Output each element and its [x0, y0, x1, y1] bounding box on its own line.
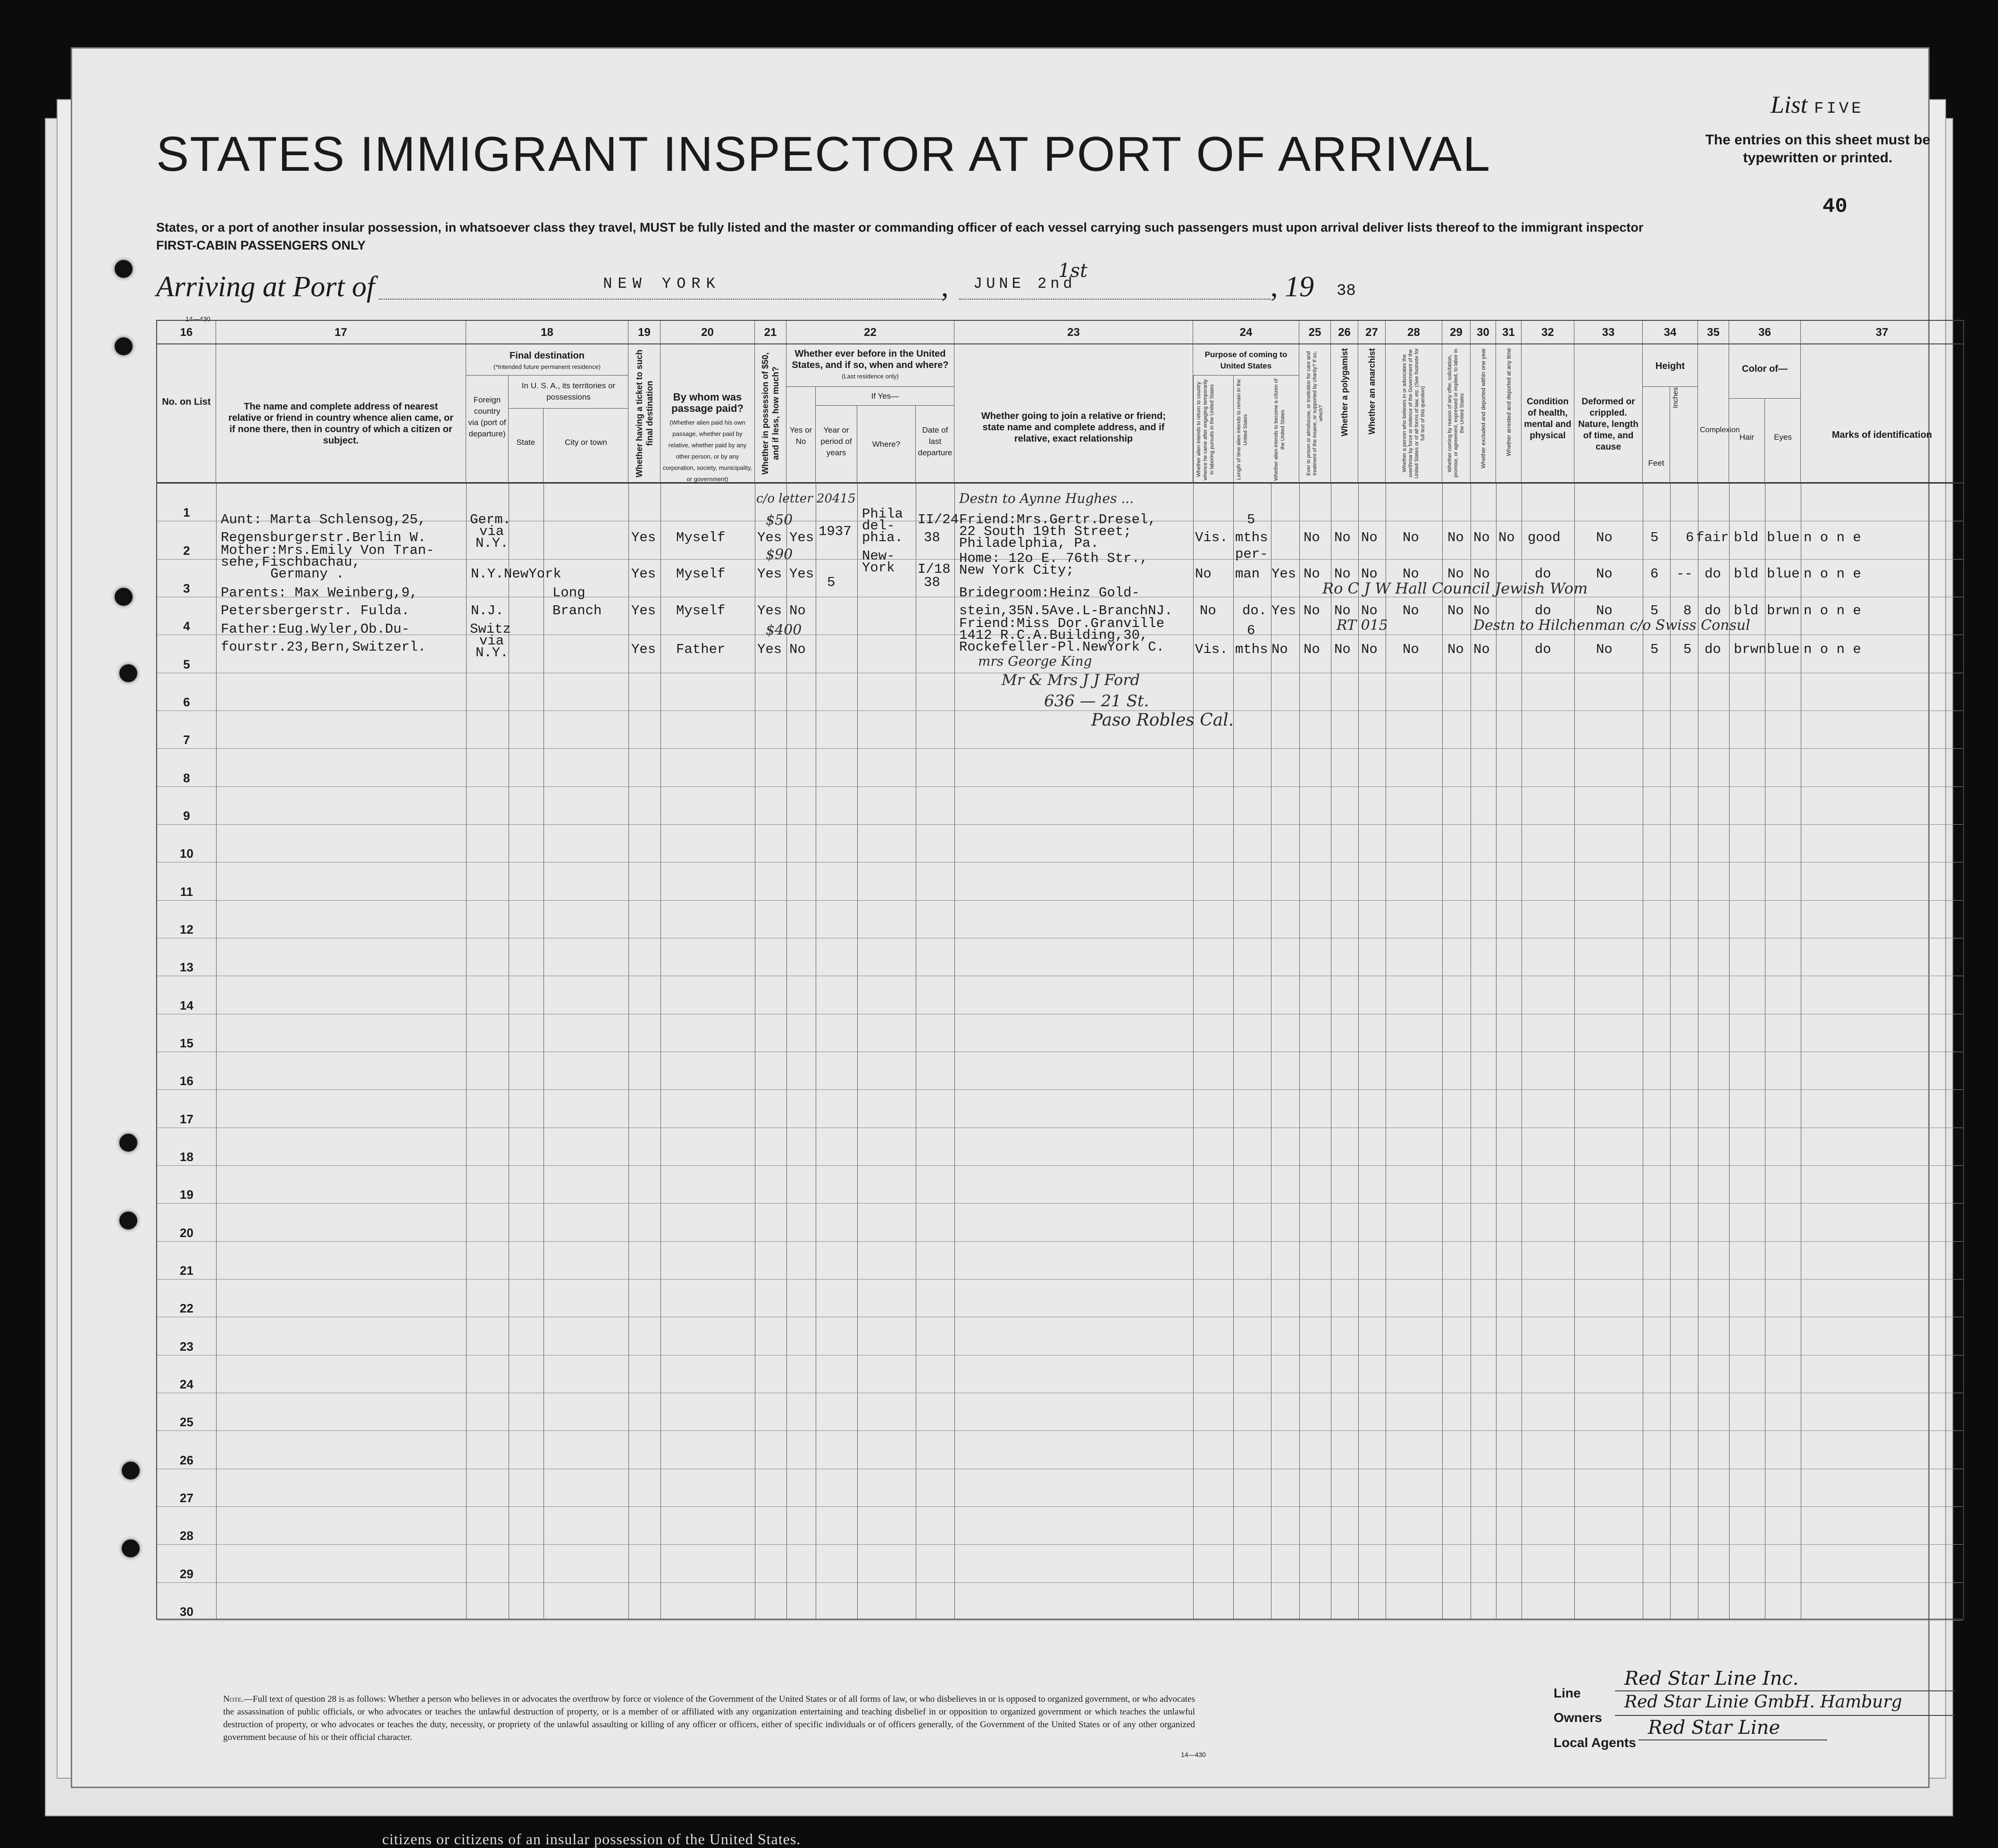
row-number: 22: [180, 1301, 193, 1316]
entry-2-where2: York: [862, 560, 895, 576]
entry-2-q31: No: [1473, 566, 1490, 582]
year-suffix: 38: [1337, 282, 1356, 300]
entry-4-money-hand: $400: [766, 622, 802, 638]
header-color: Color of— Hair Eyes: [1729, 344, 1801, 484]
entry-2-where: New-: [862, 548, 895, 564]
punch-hole: [113, 259, 134, 279]
entry-3-joining-2: stein,35N.5Ave.L-BranchNJ.: [959, 603, 1173, 619]
row-line: [157, 1430, 1963, 1431]
page-title: STATES IMMIGRANT INSPECTOR AT PORT OF ARRIVAL: [156, 127, 1491, 182]
row-number: 23: [180, 1339, 193, 1354]
entry-4-hair: brwn: [1734, 642, 1767, 657]
entry-3-q29: No: [1403, 603, 1419, 619]
sheet-number: 40: [1822, 195, 1848, 218]
entry-4-length-unit: mths: [1235, 642, 1268, 657]
date-field: JUNE 2nd: [959, 270, 1271, 300]
entry-1-prison: No: [1304, 530, 1320, 545]
colnum-37: 37: [1801, 321, 1963, 344]
entry-2-joining-2: New York City;: [959, 562, 1074, 578]
header-ticket: Whether having a ticket to such final destination: [628, 344, 660, 484]
entry-2-state: N.Y.: [471, 566, 504, 582]
entry-3-anarchist: No: [1334, 603, 1351, 619]
entry-2-eyes: blue: [1767, 566, 1800, 582]
entry-4-q29: No: [1403, 642, 1419, 657]
colnum-36: 36: [1729, 321, 1801, 344]
entry-4-prison: No: [1271, 642, 1288, 657]
row-number: 25: [180, 1415, 193, 1430]
entry-2-q29: No: [1403, 566, 1419, 582]
entry-2-complexion: do: [1705, 566, 1721, 582]
entry-2-length: per-: [1235, 546, 1268, 562]
header-before-in-us: Whether ever before in the United States, and if so, when and where? (Last residence only) Yes or No If Yes— Year or period of years Where? Date of last departure: [786, 344, 954, 484]
entry-4-purpose: Vis.: [1195, 642, 1228, 657]
header-money: Whether in possession of $50, and if less, how much?: [755, 344, 786, 484]
row-number: 24: [180, 1377, 193, 1391]
header-relative: The name and complete address of nearest relative or friend in country whence alien came, or if none there, then in country of which a citizen or subject.: [216, 344, 466, 484]
entry-4-joining-1: Friend:Miss Dor.Granville: [959, 616, 1165, 631]
row-line: [157, 748, 1963, 749]
row-number: 15: [180, 1036, 193, 1050]
typewritten-notice: The entries on this sheet must be typewritten or printed.: [1705, 132, 1931, 166]
entry-2-departure-year: 38: [924, 575, 940, 590]
entry-2-marks: n o n e: [1804, 566, 1861, 582]
header-q28: Whether a person who believes in or advocates the overthrow by force or violence of the Government of the United States or of all forms of law, etc. (See footnote for full text of this question): [1386, 344, 1442, 484]
entry-3-polygamist: No: [1304, 603, 1320, 619]
entry-1-paid-by: Myself: [676, 530, 726, 545]
entry-1-deformed: No: [1596, 530, 1613, 545]
row-number: 28: [180, 1529, 193, 1543]
footer-form-number: 14—430: [1181, 1751, 1206, 1758]
entry-2-departure: I/18: [918, 561, 951, 577]
entry-4-q28: No: [1361, 642, 1378, 657]
entry-1-anarchist: No: [1361, 530, 1378, 545]
entry-4-joining-3: Rockefeller-Pl.NewYork C.: [959, 639, 1165, 655]
entry-2-deformed: No: [1596, 566, 1613, 582]
entry-1-q30: No: [1473, 530, 1490, 545]
entry-3-length: do.: [1242, 603, 1267, 619]
entry-1-departure-year: 38: [924, 530, 940, 545]
entry-1-money-hand: $50: [766, 512, 793, 528]
punch-hole: [118, 1210, 139, 1231]
date-handwritten: 1st: [1058, 260, 1088, 282]
line-label: Line: [1554, 1686, 1581, 1700]
row-number: 5: [183, 657, 190, 671]
row-number: 10: [180, 846, 193, 861]
entry-2-feet: 6: [1650, 566, 1659, 582]
row-number: 18: [180, 1150, 193, 1164]
entry-3-ticket: Yes: [631, 603, 656, 619]
header-marks: Marks of identification: [1801, 344, 1963, 484]
page-subtitle: States, or a port of another insular possession, in whatsoever class they travel, MUST be fully listed and the master or commanding officer of each vessel carrying such passengers must upon arrival deliver lists thereof to the immigrant inspector FIRST-CABIN PASSENGERS ONLY: [156, 220, 1644, 252]
entry-2-relative-line1: Mother:Mrs.Emily Von Tran-: [221, 543, 435, 558]
entry-1-relative-line1: Aunt: Marta Schlensog,25,: [221, 512, 426, 527]
entry-1-before: Yes: [789, 530, 814, 545]
row-line: [157, 1544, 1963, 1545]
punch-hole: [113, 586, 134, 607]
local-agents-label: Local Agents: [1554, 1735, 1636, 1750]
entry-3-eyes: brwn: [1767, 603, 1800, 619]
annotation-r1-money: c/o letter 20415: [756, 492, 856, 506]
entry-4-inches: 5: [1683, 642, 1692, 657]
header-q30: Whether excluded and deported within one year: [1471, 344, 1496, 484]
entry-1-joining-1: Friend:Mrs.Gertr.Dresel,: [959, 512, 1156, 527]
annotation-r3-join: Ro C J W Hall Council Jewish Wom: [1322, 579, 1588, 597]
header-polygamist: Whether a polygamist: [1331, 344, 1358, 484]
line-value: Red Star Line Inc.: [1615, 1668, 1955, 1691]
arriving-label: Arriving at Port of: [156, 271, 375, 303]
colnum-34: 34: [1643, 321, 1698, 344]
row-number: 4: [183, 619, 190, 634]
entry-3-before: No: [789, 603, 806, 619]
entry-1-inches: 6: [1686, 530, 1694, 545]
header-joining: Whether going to join a relative or friend; state name and complete address, and if relative, exact relationship: [954, 344, 1193, 484]
entry-4-polygamist: No: [1304, 642, 1320, 657]
entry-1-joining-3: Philadelphia, Pa.: [959, 535, 1099, 551]
entry-3-state: N.J.: [471, 603, 504, 619]
header-health: Condition of health, mental and physical: [1521, 344, 1574, 484]
colnum-22: 22: [786, 321, 954, 344]
header-height: Height Feet Inches: [1643, 344, 1698, 484]
entry-2-ticket: Yes: [631, 566, 656, 582]
owners-value: Red Star Linie GmbH. Hamburg: [1615, 1692, 1955, 1716]
row-line: [157, 1165, 1963, 1166]
entry-4-length: 6: [1247, 623, 1255, 638]
entry-1-q28: No: [1403, 530, 1419, 545]
header-complexion: Complexion: [1698, 344, 1729, 484]
header-final-destination: Final destination (*Intended future permanent residence) Foreign country via (port of departure) In U. S. A., its territories or possessions State City or town: [466, 344, 628, 484]
entry-3-relative-line1: Parents: Max Weinberg,9,: [221, 585, 418, 601]
owners-label: Owners: [1554, 1710, 1602, 1725]
row-line: [157, 1203, 1963, 1204]
entry-3-deformed: No: [1596, 603, 1613, 619]
colnum-25: 25: [1299, 321, 1331, 344]
entry-3-q28: No: [1361, 603, 1378, 619]
colnum-17: 17: [216, 321, 466, 344]
entry-4-before: No: [789, 642, 806, 657]
entry-1-length-unit: mths: [1235, 530, 1268, 545]
entry-1-joining-2: 22 South 19th Street;: [959, 524, 1132, 539]
colnum-35: 35: [1698, 321, 1729, 344]
header-anarchist: Whether an anarchist: [1358, 344, 1386, 484]
row-number: 26: [180, 1453, 193, 1467]
entry-4-relative-line2: fourstr.23,Bern,Switzerl.: [221, 639, 426, 655]
entry-4-health: do: [1535, 642, 1551, 657]
entry-2-polygamist: No: [1304, 566, 1320, 582]
entry-3-feet: 5: [1650, 603, 1659, 619]
annotation-r4-join-c: 636 — 21 St.: [1044, 692, 1149, 711]
entry-3-purpose: No: [1200, 603, 1216, 619]
entry-2-paid-by: Myself: [676, 566, 726, 582]
entry-4-paid-by: Father: [676, 642, 726, 657]
punch-hole: [118, 663, 139, 684]
row-number: 8: [183, 770, 190, 785]
row-number: 11: [180, 884, 193, 899]
entry-1-purpose: Vis.: [1195, 530, 1228, 545]
row-number: 20: [180, 1225, 193, 1240]
entry-2-money: Yes: [757, 566, 782, 582]
entry-1-q31: No: [1498, 530, 1515, 545]
entry-3-city: Long: [552, 585, 585, 601]
colnum-24: 24: [1193, 321, 1299, 344]
entry-2-purpose: No: [1195, 566, 1212, 582]
entry-4-q31: No: [1473, 642, 1490, 657]
entry-4-foreign-port: N.Y.: [476, 645, 509, 661]
entry-4-complexion: do: [1705, 642, 1721, 657]
entry-3-q30: No: [1447, 603, 1464, 619]
entry-2-prison: Yes: [1271, 566, 1296, 582]
entry-4-foreign-via: via: [479, 633, 504, 649]
entry-1-length: 5: [1247, 512, 1255, 527]
colnum-29: 29: [1442, 321, 1471, 344]
row-number: 6: [183, 695, 190, 709]
entry-3-joining-1: Bridegroom:Heinz Gold-: [959, 585, 1140, 601]
entry-1-polygamist: No: [1334, 530, 1351, 545]
annotation-r4-prison: RT 015: [1337, 617, 1388, 634]
manifest-sheet: List FIVE The entries on this sheet must be typewritten or printed. 40 STATES IMMIGRANT INSPECTOR AT PORT OF ARRIVAL States, or a port of another insular possession, in whatsoever class they travel, MUST be fully listed and the master or commanding officer of each vessel carrying such passengers must upon arrival deliver lists thereof to the immigrant inspector FIRST-CABIN PASSENGERS ONLY Arriving at Port of NEW YORK , JUNE 2nd 1st , 19 38 14—430 16 17 18 19 20 21 22 23 24 25 26 27 28 29 30 31 32 33 34 35 36 37 No. on List The name and complete address of nearest relative or friend in country whence alien came, or if none there, then in country of which a citizen or subject. Final destination (*Intended future permanent residence) Foreign country via (port of departure) In U. S. A., its territories or possessions State City or town Whether having a ticket to such final destination By whom was passage paid? (Whether alien paid his own passage, whether paid by relative, whether paid by any other person, or by any corporation, society, municipality, or government) Whether in possession of $50, and if less, how much? Whether ever before in the United States, and if so, when and where? (Last residence only) Yes or No If Yes— Year or period of years Where? Date of last departure Whether going to join a relative or friend; state name and complete address, and if relative, exact relationship Purpose of coming to United States Whether alien intends to return to country whence he came after engaging temporarily in laboring pursuits in the United States Length of time alien intends to remain in the United States Whether alien intends to become a citizen of the United States Ever in prison or almshouse, or institution for care and treatment of the insane, or supported by charity? If so, which? Whether a polygamist Whether an anarchist Whether a person who believes in or advocates the overthrow by force or violence of the Government of the United States or of all forms of law, etc. (See footnote for full text of this question) Whether coming by reason of any offer, solicitation, promise, or agreement, expressed or implied, to labor in the United States Whether excluded and deported within one year Whether arrested and deported at any time Condition of health, mental and physical Deformed or crippled. Nature, length of time, and cause Height Feet Inches Complexion Color of— Hair Eyes Marks of identification 1 2 3 4 5 6 7 8 9 10 11 12 13 14 15 16 17 18 19 20 21 22 23 24 25 26 27 28 29 30 Aunt: Marta Schlensog,25, Regensburgerstr.Berlin W. Germ. via N.Y. Yes Myself $50 Yes Yes 1937 Phila del- phia. II/24 38 Friend:Mrs.Gertr.Dresel, 22 South 19th Street; Philadelphia, Pa. Vis. 5 mths No No No No No No No good No 5 6 fair bld blue n o n e Mother:Mrs.Emily Von Tran- sehe,Fischbachau, Germany . N.Y. NewYork Yes Myself $90 Yes Yes 5 New- York I/18 38 Home: 12o E. 76th Str., New York City; No per- man Yes No No No No No No do No 6 -- do bld blue n o n e Parents: Max Weinberg,9, Petersbergerstr. Fulda. Long N.J. Branch Yes Myself Yes No Bridegroom:Heinz Gold- stein,35N.5Ave.L-BranchNJ. No do. Yes No No No No No No do No 5 8 do bld brwn n o n e Father:Eug.Wyler,Ob.Du- fourstr.23,Bern,Switzerl. Switz via N.Y. Yes Father $400 Yes No Friend:Miss Dor.Granville 1412 R.C.A.Building,30, Rockefeller-Pl.NewYork C. Vis. 6 mths No No No No No No No do No 5 5 do brwn blue n o n e c/o letter 20415 Destn to Aynne Hughes ... Ro C J W Hall Council Jewish Wom RT 015 Destn to Hilchenman c/o Swiss Consul mrs George King Mr & Mrs J J Ford 636 — 21 St. Paso Robles Cal. Note.—Full text of question 28 is as follows: Whether a person who believes in or advocates the overthrow by force or violence of the Government of the United States or of all forms of law, or who disbelieves in or is opposed to organized government, or who advocates the assassination of public officials, or who advocates or teaches the unlawful destruction of property, or is a member of or affiliated with any organization entertaining and teaching disbelief in or opposition to organized government or which teaches the unlawful destruction of property, or who advocates or teaches the duty, necessity, or propriety of the unlawful assaulting or killing of any officer or officers, either of specific individuals or of officers generally, of the Government of the United States or of any other organized government because of his or their official character. 14—430 Line Red Star Line Inc. Owners Red Star Linie GmbH. Hamburg Local Agents Red Star Line: [71, 47, 1930, 1788]
row-line: [157, 1089, 1963, 1090]
entry-3-health: do: [1535, 603, 1551, 619]
row-number: 12: [180, 922, 193, 937]
entry-4-foreign: Switz: [470, 621, 511, 637]
underlying-sheet-text: citizens or citizens of an insular possession of the United States.: [382, 1831, 801, 1848]
entry-3-city-2: Branch: [552, 603, 602, 619]
colnum-20: 20: [660, 321, 755, 344]
entry-2-health: do: [1535, 566, 1551, 582]
entry-1-feet: 5: [1650, 530, 1659, 545]
entry-2-q30: No: [1447, 566, 1464, 582]
annotation-r4-join-a: mrs George King: [978, 653, 1092, 669]
row-number: 27: [180, 1491, 193, 1505]
annotation-r4-remark: Destn to Hilchenman c/o Swiss Consul: [1473, 617, 1750, 634]
row-number: 1: [183, 505, 190, 520]
annotation-r4-join-d: Paso Robles Cal.: [1091, 711, 1234, 730]
entry-1-money: Yes: [757, 530, 782, 545]
colnum-28: 28: [1386, 321, 1442, 344]
row-line: [157, 1506, 1963, 1507]
header-passage-paid: By whom was passage paid? (Whether alien paid his own passage, whether paid by relative, whether paid by any other person, or by any corporation, society, municipality, or government): [660, 344, 755, 484]
port-field: NEW YORK: [379, 270, 945, 300]
entry-2-city: NewYork: [504, 566, 561, 582]
row-number: 9: [183, 809, 190, 823]
colnum-16: 16: [157, 321, 216, 344]
row-number: 7: [183, 733, 190, 747]
punch-hole: [113, 336, 134, 357]
colnum-33: 33: [1574, 321, 1643, 344]
year-prefix: 19: [1285, 271, 1314, 303]
entry-2-relative-line2: sehe,Fischbachau,: [221, 554, 360, 570]
entry-3-money: Yes: [757, 603, 782, 619]
colnum-31: 31: [1496, 321, 1521, 344]
colnum-21: 21: [755, 321, 786, 344]
entry-1-where2: del-: [862, 518, 895, 534]
entry-3-complexion: do: [1705, 603, 1721, 619]
entry-4-anarchist: No: [1334, 642, 1351, 657]
entry-1-ticket: Yes: [631, 530, 656, 545]
entry-1-where: Phila: [862, 506, 903, 522]
header-purpose: Purpose of coming to United States Whether alien intends to return to country whence he came after engaging temporarily in laboring pursuits in the United States Length of time alien intends to remain in the United States Whether alien intends to become a citizen of the United States: [1193, 344, 1299, 484]
entry-1-foreign-via: via: [479, 524, 504, 539]
entry-2-inches: --: [1676, 566, 1693, 582]
entry-3-inches: 8: [1683, 603, 1692, 619]
colnum-18: 18: [466, 321, 628, 344]
entry-2-before: Yes: [789, 566, 814, 582]
entry-1-eyes: blue: [1767, 530, 1800, 545]
colnum-30: 30: [1471, 321, 1496, 344]
manifest-table: [156, 320, 1964, 1620]
row-line: [157, 1241, 1963, 1242]
row-number: 3: [183, 581, 190, 595]
row-number: 16: [180, 1074, 193, 1088]
entry-4-deformed: No: [1596, 642, 1613, 657]
row-line: [157, 1620, 1963, 1621]
entry-3-relative-line2: Petersbergerstr. Fulda.: [221, 603, 410, 619]
entry-4-ticket: Yes: [631, 642, 656, 657]
colnum-23: 23: [954, 321, 1193, 344]
header-q29: Whether coming by reason of any offer, solicitation, promise, or agreement, expressed or implied, to labor in the United States: [1442, 344, 1471, 484]
row-number: 19: [180, 1187, 193, 1202]
entry-2-relative-line3: Germany .: [270, 566, 344, 582]
header-no-on-list: No. on List: [157, 344, 216, 484]
entry-2-year: 5: [827, 575, 836, 590]
entry-4-joining-2: 1412 R.C.A.Building,30,: [959, 627, 1148, 643]
punch-hole: [120, 1460, 141, 1481]
list-number: List FIVE: [1771, 92, 1864, 118]
entry-1-foreign: Germ.: [470, 512, 511, 527]
entry-3-hair: bld: [1734, 603, 1759, 619]
row-number: 29: [180, 1566, 193, 1581]
row-line: [157, 824, 1963, 825]
entry-1-year: 1937: [819, 524, 852, 539]
entry-3-marks: n o n e: [1804, 603, 1861, 619]
colnum-27: 27: [1358, 321, 1386, 344]
entry-3-prison: Yes: [1271, 603, 1296, 619]
entry-2-hair: bld: [1734, 566, 1759, 582]
entry-2-anarchist: No: [1334, 566, 1351, 582]
entry-1-complexion: fair: [1696, 530, 1729, 545]
entry-2-money-hand: $90: [766, 546, 793, 563]
entry-4-money: Yes: [757, 642, 782, 657]
local-agents-value: Red Star Line: [1639, 1717, 1827, 1740]
entry-3-paid-by: Myself: [676, 603, 726, 619]
entry-1-health: good: [1528, 530, 1561, 545]
entry-2-length-unit: man: [1235, 566, 1260, 582]
entry-4-eyes: blue: [1767, 642, 1800, 657]
entry-3-q31: No: [1473, 603, 1490, 619]
row-number: 21: [180, 1263, 193, 1278]
row-line: [157, 1582, 1963, 1583]
colnum-19: 19: [628, 321, 660, 344]
row-number: 13: [180, 960, 193, 975]
annotation-r1-join: Destn to Aynne Hughes ...: [959, 491, 1134, 506]
header-prison: Ever in prison or almshouse, or institution for care and treatment of the insane, or supported by charity? If so, which?: [1299, 344, 1331, 484]
punch-hole: [118, 1132, 139, 1153]
colnum-32: 32: [1521, 321, 1574, 344]
header-deformed: Deformed or crippled. Nature, length of time, and cause: [1574, 344, 1643, 484]
entry-1-departure: II/24: [918, 512, 959, 527]
entry-4-feet: 5: [1650, 642, 1659, 657]
entry-2-q28: No: [1361, 566, 1378, 582]
row-line: [157, 786, 1963, 787]
entry-1-q29: No: [1447, 530, 1464, 545]
footnote-question-28: Note.—Full text of question 28 is as follows: Whether a person who believes in or advocates the overthrow by force or violence of the Government of the United States or of all forms of law, or who disbelieves in or is opposed to organized government, or who advocates the assassination of public officials, or who advocates or teaches the unlawful destruction of property, or is a member of or affiliated with any organization entertaining and teaching disbelief in or opposition to organized government or which teaches the unlawful destruction of property, or who advocates or teaches the duty, necessity, or propriety of the unlawful assaulting or killing of any officer or officers, either of specific individuals or of officers generally, of the Government of the United States or of any other organized government because of his or their official character.: [223, 1694, 1195, 1742]
row-number: 2: [183, 543, 190, 558]
row-number: 17: [180, 1112, 193, 1126]
entry-1-where3: phia.: [862, 530, 903, 545]
entry-2-joining-1: Home: 12o E. 76th Str.,: [959, 551, 1148, 566]
row-line: [157, 900, 1963, 901]
entry-1-hair: bld: [1734, 530, 1759, 545]
entry-4-q30: No: [1447, 642, 1464, 657]
entry-1-marks: n o n e: [1804, 530, 1861, 545]
colnum-26: 26: [1331, 321, 1358, 344]
header-q31: Whether arrested and deported at any time: [1496, 344, 1521, 484]
form-number: 14—430: [185, 315, 210, 323]
row-number: 30: [180, 1605, 193, 1619]
entry-1-foreign-port: N.Y.: [476, 535, 509, 551]
entry-4-relative-line1: Father:Eug.Wyler,Ob.Du-: [221, 621, 410, 637]
entry-4-marks: n o n e: [1804, 642, 1861, 657]
entry-1-relative-line2: Regensburgerstr.Berlin W.: [221, 530, 426, 545]
row-number: 14: [180, 998, 193, 1012]
punch-hole: [120, 1538, 141, 1559]
annotation-r4-join-b: Mr & Mrs J J Ford: [1002, 671, 1140, 689]
